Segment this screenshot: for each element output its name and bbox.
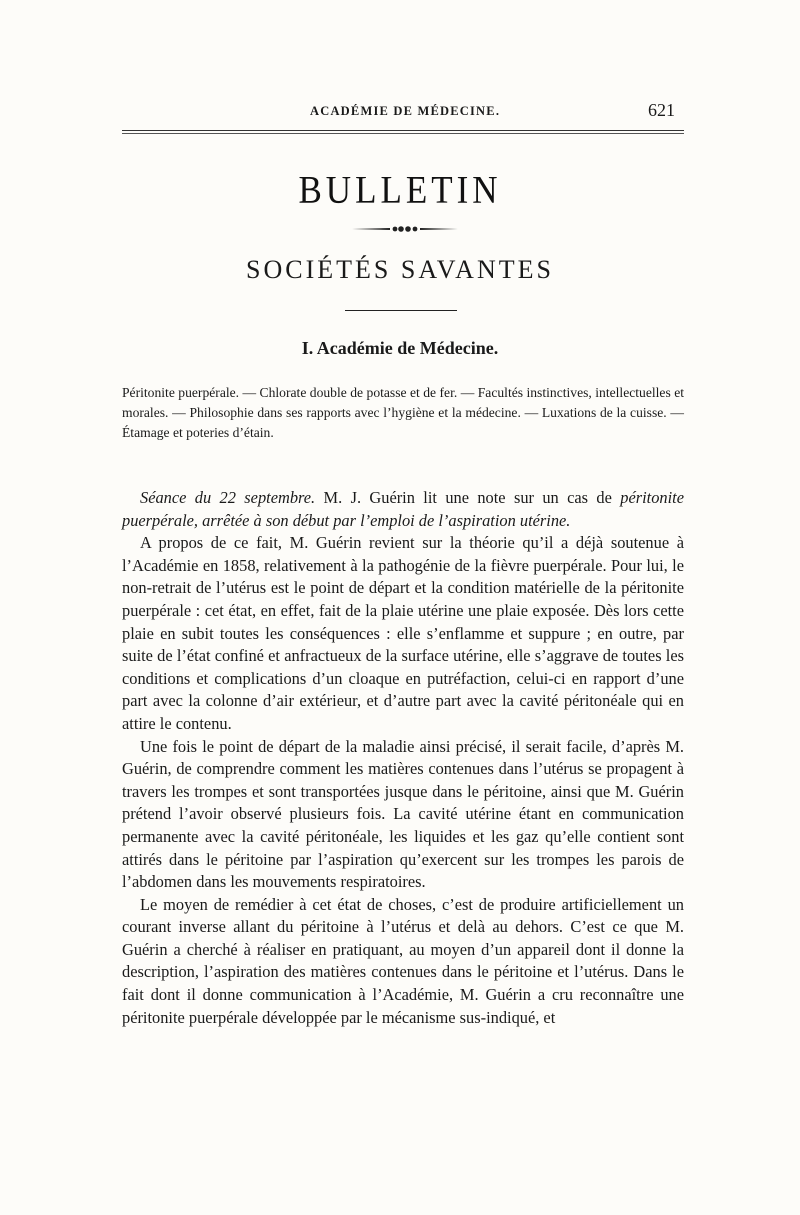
ornament-divider — [350, 224, 460, 234]
summary-text: Péritonite puerpérale. — Chlorate double de potasse et de fer. — Facultés instinctives, intellectuelles et morales. — Philosophie dans ses rapports avec l’hygiène et la médecine. — Luxations de la cuisse. — Étamage et poteries d’étain. — [122, 385, 684, 440]
page-number: 621 — [648, 100, 675, 120]
paragraph-3: Une fois le point de départ de la maladie ainsi précisé, il serait facile, d’après M. Guérin, de comprendre comment les matières contenues dans l’utérus se propagent à travers les trompes et sont transportées jusque dans le péritoine, ainsi que M. Guérin prétend l’avoir observé plusieurs fois. La cavité utérine étant en communication permanente avec la cavité péritonéale, les liquides et les gaz qu’elle contient sont attirés dans le péritoine par l’aspiration qu’exercent sur les trompes les parois de l’abdomen dans les mouvements respiratoires. — [122, 736, 684, 892]
societes-title: SOCIÉTÉS SAVANTES — [246, 255, 554, 284]
paragraph-1 — [122, 487, 684, 532]
paper-title: péritonite puerpérale, arrêtée à son début par l’emploi de l’aspiration utérine. — [122, 488, 684, 530]
running-head: ACADÉMIE DE MÉDECINE. — [310, 104, 501, 118]
paragraph-4: Le moyen de remédier à cet état de choses, c’est de produire artificiellement un courant inverse allant du péritoine à l’utérus et delà au dehors. C’est ce que M. Guérin a cherché à réaliser en pratiquant, au moyen d’un appareil dont il donne la description, l’aspiration des matières contenues dans le péritoine et l’utérus. Dans le fait dont il donne communication à l’Académie, M. Guérin a cru reconnaître une péritonite puerpérale développée par le mécanisme sus-indiqué, et — [122, 894, 684, 1027]
paragraph-2: A propos de ce fait, M. Guérin revient sur la théorie qu’il a déjà soutenue à l’Académie en 1858, relativement à la pathogénie de la fièvre puerpérale. Pour lui, le non-retrait de l’utérus est le point de départ et la condition matérielle de la péritonite puerpérale : cet état, en effet, fait de la plaie utérine une plaie exposée. Dès lors cette plaie en subit toutes les conséquences : elle s’enflamme et suppure ; en outre, par suite de l’état confiné et anfractueux de la surface utérine, elle s’aggrave de toutes les conditions et complications d’un cloaque en putréfaction, celui-ci en rapport d’une part avec la colonne d’air extérieur, et d’autre part avec la cavité péritonéale qui en attire le contenu. — [122, 533, 684, 733]
seance-date: Séance du 22 septembre. — [140, 488, 316, 507]
paragraph-1-text: M. J. Guérin lit une note sur un cas de — [315, 488, 621, 507]
article-body — [122, 487, 684, 1029]
header-rule — [122, 130, 684, 134]
bulletin-title: BULLETIN — [298, 168, 502, 212]
section-rule — [345, 310, 457, 311]
section-heading: I. Académie de Médecine. — [301, 338, 499, 358]
